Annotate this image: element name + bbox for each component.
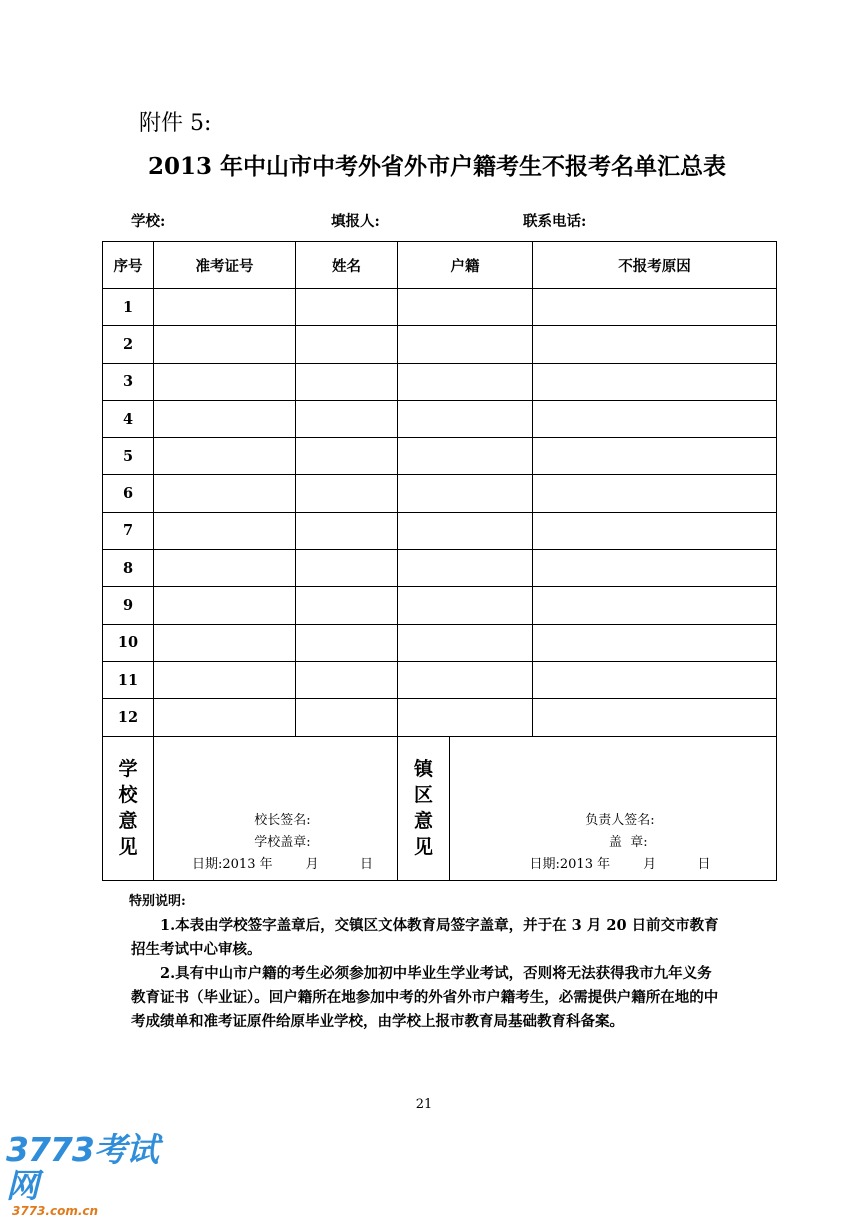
row-seq-cell: 7	[103, 512, 154, 549]
header-household: 户籍	[398, 242, 533, 289]
attachment-label: 附件 5:	[139, 111, 212, 136]
household-cell[interactable]	[398, 475, 533, 512]
reason-cell[interactable]	[533, 587, 777, 624]
phone-field-label: 联系电话:	[523, 213, 587, 230]
student-name-cell[interactable]	[296, 624, 398, 661]
page-number: 21	[415, 1097, 433, 1112]
town-seal-label: 盖 章:	[592, 834, 648, 850]
reason-cell[interactable]	[533, 475, 777, 512]
reason-cell[interactable]	[533, 699, 777, 736]
header-name: 姓名	[296, 242, 398, 289]
row-seq-cell: 5	[103, 438, 154, 475]
reason-cell[interactable]	[533, 661, 777, 698]
watermark-url: 3773.com.cn	[12, 1204, 99, 1218]
exam-number-cell[interactable]	[154, 326, 296, 363]
notes-title: 特别说明:	[129, 894, 186, 909]
row-seq-cell: 9	[103, 587, 154, 624]
responsible-signature-label: 负责人签名:	[585, 812, 655, 828]
table-row	[103, 400, 777, 437]
household-cell[interactable]	[398, 438, 533, 475]
school-seal-label: 学校盖章:	[254, 834, 311, 850]
table-row	[103, 550, 777, 587]
exam-number-cell[interactable]	[154, 550, 296, 587]
table-row	[103, 699, 777, 736]
town-opinion-label-text: 镇 区 意 见	[413, 758, 433, 859]
reason-cell[interactable]	[533, 550, 777, 587]
watermark-logo	[6, 1132, 176, 1218]
table-row	[103, 587, 777, 624]
household-cell[interactable]	[398, 587, 533, 624]
row-seq-cell: 12	[103, 699, 154, 736]
page-title: 2013 年中山市中考外省外市户籍考生不报考名单汇总表	[147, 153, 727, 180]
household-cell[interactable]	[398, 512, 533, 549]
school-opinion-label-text: 学 校 意 见	[118, 758, 138, 859]
student-name-cell[interactable]	[296, 587, 398, 624]
table-row	[103, 438, 777, 475]
exam-number-cell[interactable]	[154, 661, 296, 698]
row-seq-cell: 3	[103, 363, 154, 400]
table-row	[103, 289, 777, 326]
row-seq-cell: 2	[103, 326, 154, 363]
exam-number-cell[interactable]	[154, 400, 296, 437]
principal-signature-label: 校长签名:	[254, 812, 311, 828]
header-seq: 序号	[103, 242, 154, 289]
student-name-cell[interactable]	[296, 400, 398, 437]
student-name-cell[interactable]	[296, 326, 398, 363]
reason-cell[interactable]	[533, 624, 777, 661]
note-item-2: 2.具有中山市户籍的考生必须参加初中毕业生学业考试，否则将无法获得我市九年义务教育证书（毕业证）。回户籍所在地参加中考的外省外市户籍考生，必需提供户籍所在地的中考成绩单和准考证原件给原毕业学校，由学校上报市教育局基础教育科备案。	[131, 965, 719, 1030]
exam-number-cell[interactable]	[154, 699, 296, 736]
row-seq-cell: 1	[103, 289, 154, 326]
filler-field-label: 填报人:	[331, 213, 380, 230]
school-date-label: 日期:2013 年 月 日	[192, 856, 373, 872]
row-seq-cell: 4	[103, 400, 154, 437]
exam-number-cell[interactable]	[154, 438, 296, 475]
school-field-label: 学校:	[131, 213, 166, 230]
table-row	[103, 661, 777, 698]
household-cell[interactable]	[398, 400, 533, 437]
header-reason: 不报考原因	[533, 242, 777, 289]
reason-cell[interactable]	[533, 512, 777, 549]
special-notes	[131, 890, 721, 1034]
household-cell[interactable]	[398, 699, 533, 736]
student-name-cell[interactable]	[296, 699, 398, 736]
student-name-cell[interactable]	[296, 438, 398, 475]
household-cell[interactable]	[398, 289, 533, 326]
school-opinion-label	[103, 736, 154, 880]
school-opinion-box[interactable]	[154, 736, 398, 880]
table-row	[103, 363, 777, 400]
household-cell[interactable]	[398, 661, 533, 698]
reason-cell[interactable]	[533, 400, 777, 437]
table-row	[103, 475, 777, 512]
student-name-cell[interactable]	[296, 661, 398, 698]
student-name-cell[interactable]	[296, 512, 398, 549]
town-opinion-box[interactable]	[450, 736, 777, 880]
student-name-cell[interactable]	[296, 289, 398, 326]
exam-number-cell[interactable]	[154, 512, 296, 549]
reason-cell[interactable]	[533, 363, 777, 400]
exam-number-cell[interactable]	[154, 587, 296, 624]
exam-number-cell[interactable]	[154, 624, 296, 661]
header-exam-number: 准考证号	[154, 242, 296, 289]
table-row	[103, 326, 777, 363]
opinion-row	[103, 736, 777, 880]
table-row	[103, 624, 777, 661]
town-date-label: 日期:2013 年 月 日	[529, 856, 711, 872]
household-cell[interactable]	[398, 326, 533, 363]
student-name-cell[interactable]	[296, 550, 398, 587]
household-cell[interactable]	[398, 624, 533, 661]
row-seq-cell: 11	[103, 661, 154, 698]
row-seq-cell: 10	[103, 624, 154, 661]
student-name-cell[interactable]	[296, 475, 398, 512]
reason-cell[interactable]	[533, 438, 777, 475]
town-opinion-label	[398, 736, 450, 880]
exam-number-cell[interactable]	[154, 475, 296, 512]
reason-cell[interactable]	[533, 326, 777, 363]
student-name-cell[interactable]	[296, 363, 398, 400]
exam-number-cell[interactable]	[154, 289, 296, 326]
household-cell[interactable]	[398, 363, 533, 400]
reason-cell[interactable]	[533, 289, 777, 326]
household-cell[interactable]	[398, 550, 533, 587]
table-row	[103, 512, 777, 549]
exam-number-cell[interactable]	[154, 363, 296, 400]
note-item-1: 1.本表由学校签字盖章后，交镇区文体教育局签字盖章，并于在 3 月 20 日前交市教育招生考试中心审核。	[131, 917, 719, 958]
row-seq-cell: 6	[103, 475, 154, 512]
row-seq-cell: 8	[103, 550, 154, 587]
watermark-brand: 3773考试网	[6, 1130, 158, 1205]
roster-table	[102, 241, 777, 881]
table-header-row	[103, 242, 777, 289]
